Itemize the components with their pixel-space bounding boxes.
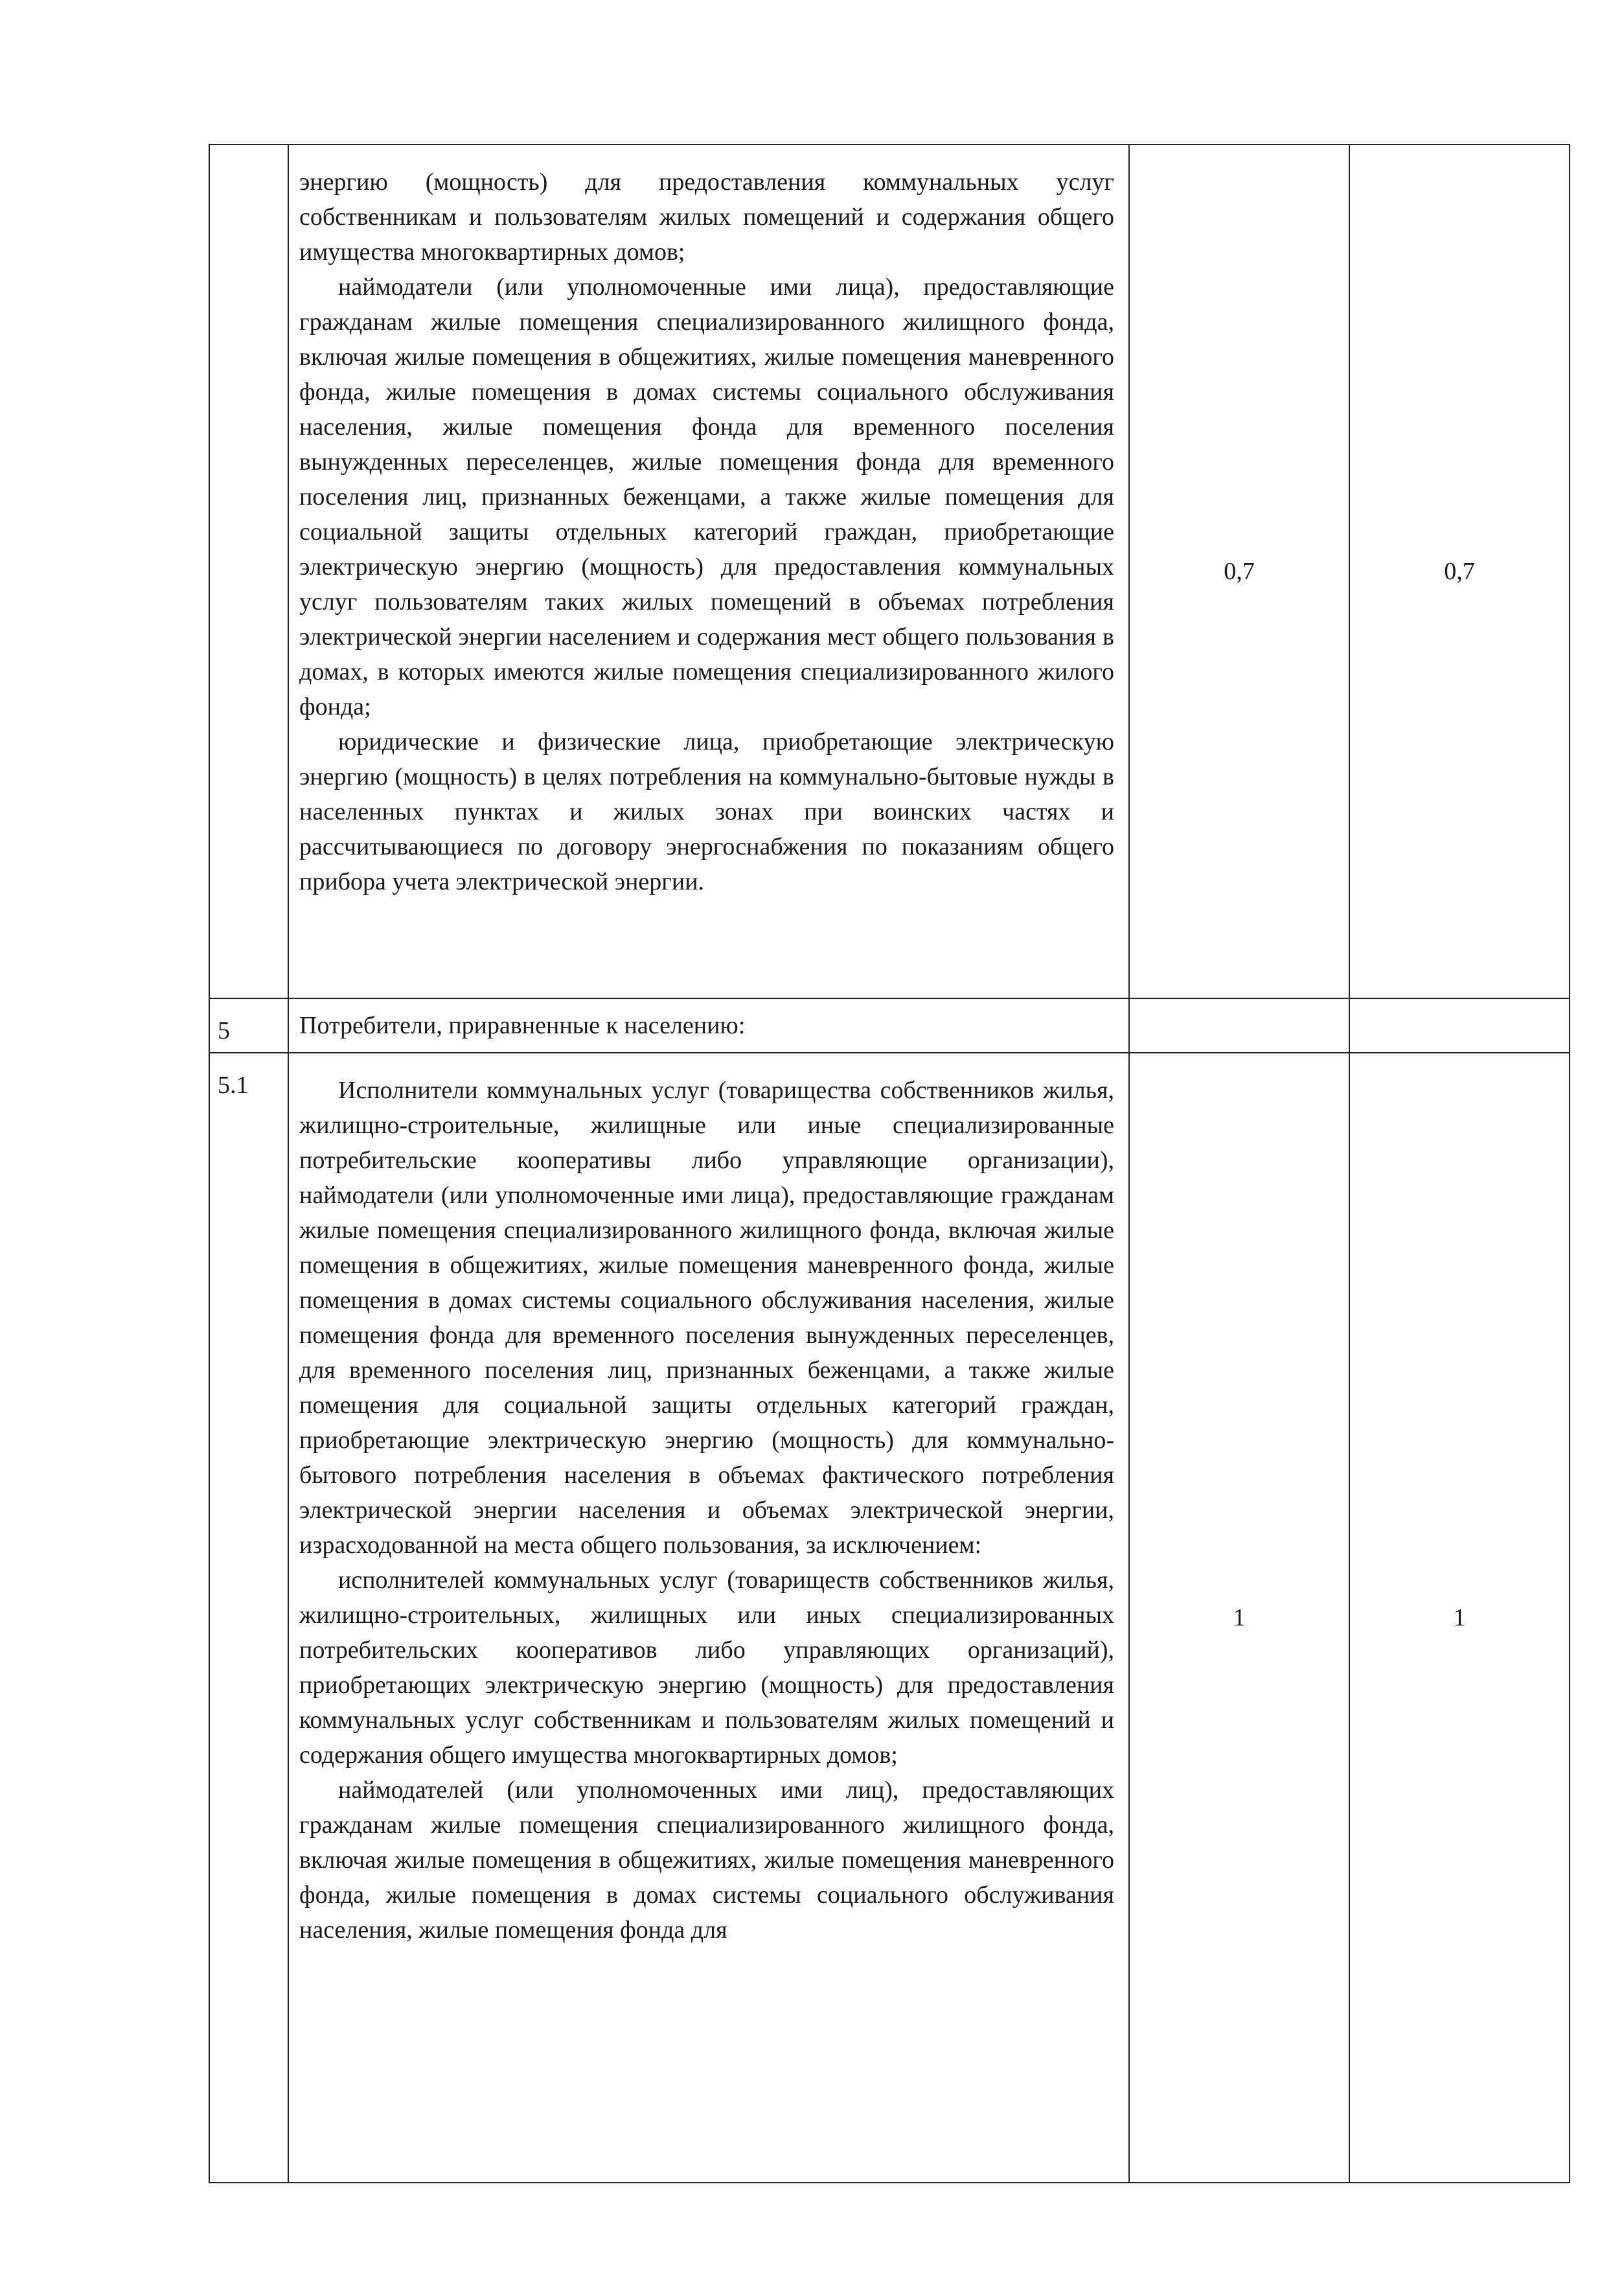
paragraph: юридические и физические лица, приобретающие электрическую энергию (мощность) в целях потребления на коммунально-бытовые нужды в населенных пунктах и жилых зонах при воинских частях и рассчитывающиеся по договору энергоснабжения по показаниям общего прибора учета электрической энергии. bbox=[299, 728, 1114, 895]
table-row bbox=[209, 144, 1570, 998]
row-description bbox=[288, 144, 1129, 998]
coefficient-value-1: 1 bbox=[1129, 1053, 1349, 2183]
coefficient-value-2 bbox=[1349, 998, 1570, 1053]
row-description: Потребители, приравненные к населению: bbox=[288, 998, 1129, 1053]
coefficient-value-1 bbox=[1129, 998, 1349, 1053]
paragraph: исполнителей коммунальных услуг (товариществ собственников жилья, жилищно-строительных, жилищных или иных специализированных потребительских кооперативов либо управляющих организаций), приобретающих электрическую энергию (мощность) для предоставления коммунальных услуг собственникам и пользователям жилых помещений и содержания общего имущества многоквартирных домов; bbox=[299, 1567, 1114, 1769]
tariff-table bbox=[209, 144, 1570, 2183]
coefficient-value-2: 0,7 bbox=[1349, 144, 1570, 998]
table-row bbox=[209, 998, 1570, 1053]
coefficient-value-1: 0,7 bbox=[1129, 144, 1349, 998]
row-number bbox=[209, 144, 288, 998]
coefficient-value-2: 1 bbox=[1349, 1053, 1570, 2183]
row-description bbox=[288, 1053, 1129, 2183]
table-row bbox=[209, 1053, 1570, 2183]
paragraph: энергию (мощность) для предоставления коммунальных услуг собственникам и пользователям жилых помещений и содержания общего имущества многоквартирных домов; bbox=[299, 168, 1114, 266]
paragraph: Исполнители коммунальных услуг (товарищества собственников жилья, жилищно-строительные, жилищные или иные специализированные потребительские кооперативы либо управляющие организации), наймодатели (или уполномоченные ими лица), предоставляющие гражданам жилые помещения специализированного жилищного фонда, включая жилые помещения в общежитиях, жилые помещения маневренного фонда, жилые помещения в домах системы социального обслуживания населения, жилые помещения фонда для временного поселения вынужденных переселенцев, для временного поселения лиц, признанных беженцами, а также жилые помещения для социальной защиты отдельных категорий граждан, приобретающие электрическую энергию (мощность) для коммунально-бытового потребления населения в объемах фактического потребления электрической энергии населения и объемах электрической энергии, израсходованной на места общего пользования, за исключением: bbox=[299, 1077, 1114, 1559]
row-number: 5.1 bbox=[209, 1053, 288, 2183]
row-number: 5 bbox=[209, 998, 288, 1053]
paragraph: наймодатели (или уполномоченные ими лица), предоставляющие гражданам жилые помещения специализированного жилищного фонда, включая жилые помещения в общежитиях, жилые помещения маневренного фонда, жилые помещения в домах системы социального обслуживания населения, жилые помещения фонда для временного поселения вынужденных переселенцев, жилые помещения фонда для временного поселения лиц, признанных беженцами, а также жилые помещения для социальной защиты отдельных категорий граждан, приобретающие электрическую энергию (мощность) для предоставления коммунальных услуг пользователям таких жилых помещений в объемах потребления электрической энергии населением и содержания мест общего пользования в домах, в которых имеются жилые помещения специализированного жилого фонда; bbox=[299, 273, 1114, 720]
paragraph: наймодателей (или уполномоченных ими лиц), предоставляющих гражданам жилые помещения специализированного жилищного фонда, включая жилые помещения в общежитиях, жилые помещения маневренного фонда, жилые помещения в домах системы социального обслуживания населения, жилые помещения фонда для bbox=[299, 1776, 1114, 1944]
